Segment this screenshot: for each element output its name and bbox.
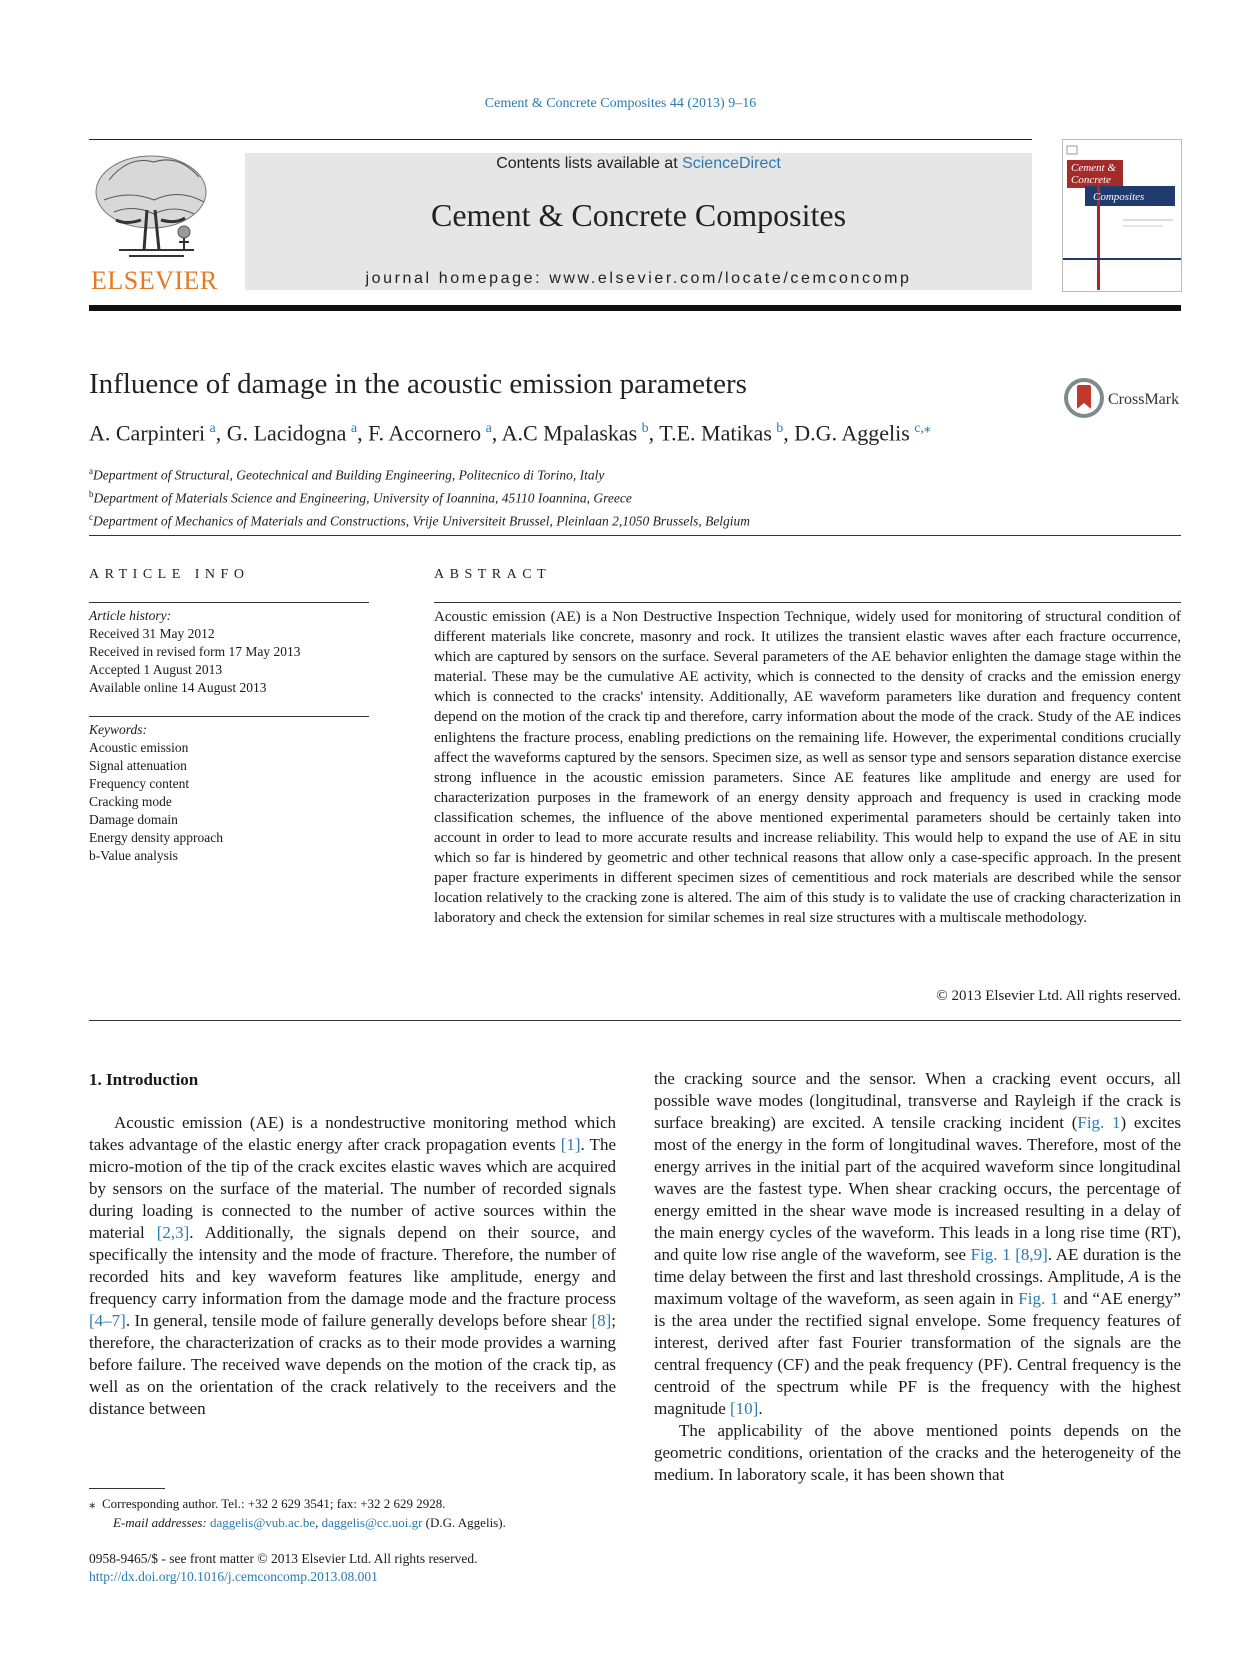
author-name[interactable]: T.E. Matikas [659,420,772,446]
affiliation-text: Department of Materials Science and Engineering, University of Ioannina, 45110 Ioannina, Greece [93,490,632,506]
crossmark-icon [1062,375,1182,421]
issn-line: 0958-9465/$ - see front matter © 2013 Elsevier Ltd. All rights reserved. [89,1551,478,1566]
author-separator: , [215,420,227,446]
section-rule [89,535,1181,536]
author-affiliation-marker[interactable]: a [485,421,492,436]
affiliation-key: c [89,512,93,522]
author-affiliation-marker[interactable]: a [209,421,216,436]
keyword-item: Acoustic emission [89,740,189,755]
author-name[interactable]: F. Accornero [368,420,482,446]
abstract-text: Acoustic emission (AE) is a Non Destructive Inspection Technique, widely used for monitoring of structural condition of different materials like concrete, masonry and rock. It utilizes the transient elastic waves after each fracture occurrence, which are captured by sensors on the surface. Several parameters of the AE behavior enlighten the damage stage within the material. These may be the cumulative AE activity, which is connected to the density of cracks and the emission energy which is connected to the cracks' intensity. Additionally, AE waveform parameters like duration and frequency content depend on the motion of the crack tip and therefore, carry information about the mode of the crack. Study of the AE indices enlightens the fracture process, enabling predictions on the remaining life. However, the experimental conditions crucially affect the waveforms captured by the sensors. Specimen size, as well as sensor type and sensors separation distance exercise strong influence in the acoustic emission parameters. Since AE features like amplitude and energy are used for characterization purposes in the framework of an energy density approach and frequency is used in cracking mode classification schemes, the influence of the above mentioned experimental parameters should be certainly taken into account in order to lead to more accurate results and increase reliability. This would help to expand the use of AE in situ which so far is hindered by geometric and other technical reasons that allow only a case-specific approach. In the present paper fracture experiments in different specimen sizes of cementitious and rock materials are described while the sensor location relatively to the cracking zone is altered. The aim of this study is to validate the use of cracking characterization in laboratory and check the extension for similar schemes in real size structures with a multiscale methodology. [434,609,1181,927]
citation-link[interactable]: [8,9] [1015,1245,1048,1264]
intro-paragraph [654,1068,1181,1420]
article-title: Influence of damage in the acoustic emission parameters [89,368,747,400]
publisher-name: ELSEVIER [91,266,218,295]
history-item: Received 31 May 2012 [89,626,215,641]
body-text: ; therefore, the characterization of cracks as to their mode provides a warning before failure. The received wave depends on the motion of the crack tip, as well as on the orientation of the crack relatively to the receivers and the distance between [89,1311,616,1418]
keywords-label: Keywords: [89,722,147,737]
affiliation-text: Department of Mechanics of Materials and Constructions, Vrije Universiteit Brussel, Pleinlaan 2,1050 Brussels, Belgium [93,513,751,529]
author-separator: , [357,420,369,446]
author-affiliation-marker[interactable]: c,⁎ [914,421,931,436]
author-affiliation-marker[interactable]: b [776,421,784,436]
cover-title-line-1: Cement & [1071,162,1116,174]
body-text: A [1128,1267,1140,1286]
body-text: the cracking source and the sensor. When a cracking event occurs, all possible wave modes (longitudinal, transverse and Rayleigh if the crack is surface breaking) are excited. A tensile cracking incident ( [654,1069,1181,1132]
body-text: . AE duration is the time delay between the first and last threshold crossings. Amplitude, [654,1245,1181,1286]
doi-link[interactable]: http://dx.doi.org/10.1016/j.cemconcomp.2013.08.001 [89,1569,378,1584]
citation-link[interactable]: [1] [560,1135,581,1154]
sciencedirect-link[interactable]: ScienceDirect [682,155,781,172]
article-info-rule [89,602,369,603]
citation-link[interactable]: [8] [591,1311,612,1330]
abstract-rule [434,602,1181,603]
contents-prefix: Contents lists available at [496,155,683,172]
citation-link[interactable]: [4–7] [89,1311,126,1330]
email-link-uoi[interactable]: daggelis@cc.uoi.gr [321,1515,423,1530]
affiliations [89,462,750,531]
author-name[interactable]: A.C Mpalaskas [501,420,638,446]
intro-paragraph: The applicability of the above mentioned points depends on the geometric conditions, orientation of the cracks and the heterogeneity of the medium. In laboratory scale, it has been shown that [654,1421,1181,1484]
body-text: . The micro-motion of the tip of the crack excites elastic waves which are acquired by sensors on the surface of the material. The number of recorded signals during loading is connected to the number of active sources within the material [89,1135,616,1242]
affiliation-key: b [89,489,94,499]
history-item: Received in revised form 17 May 2013 [89,644,301,659]
keyword-item: Energy density approach [89,830,223,845]
body-text: . In general, tensile mode of failure generally develops before shear [125,1311,592,1330]
body-text: . [758,1399,763,1418]
article-history [89,607,300,697]
affiliation-key: a [89,466,93,476]
citation-link[interactable]: Fig. 1 [1018,1289,1059,1308]
body-text: Acoustic emission (AE) is a nondestructive monitoring method which takes advantage of the elastic energy after crack propagation events [89,1113,616,1154]
author-list [89,420,931,446]
body-text: . Additionally, the signals depend on their source, and specifically the intensity and the mode of fracture. Therefore, the number of recorded hits and key waveform features like amplitude, energy and frequency carry information from the damage mode and the fracture process [89,1223,616,1308]
body-text: is the maximum voltage of the waveform, as seen again in [654,1267,1182,1308]
citation-link[interactable]: Fig. 1 [970,1245,1011,1264]
crossmark-button[interactable] [1062,375,1182,421]
keyword-item: b-Value analysis [89,848,178,863]
affiliation-item [89,462,750,485]
keyword-item: Frequency content [89,776,190,791]
keyword-item: Signal attenuation [89,758,187,773]
keyword-item: Cracking mode [89,794,172,809]
contents-line [245,153,1032,175]
intro-right-column [654,1068,1181,1486]
elsevier-tree-icon [89,150,219,265]
abstract-heading: ABSTRACT [434,567,552,582]
email-separator: , [315,1515,322,1530]
header-rule [89,139,1032,140]
journal-reference[interactable]: Cement & Concrete Composites 44 (2013) 9–16 [484,96,757,111]
affiliation-text: Department of Structural, Geotechnical and Building Engineering, Politecnico di Torino, Italy [93,467,605,483]
header-thick-rule [89,305,1181,311]
footnote-line [89,1494,506,1513]
citation-link[interactable]: Fig. 1 [1077,1113,1121,1132]
citation-link[interactable]: [10] [730,1399,759,1418]
intro-left-column [89,1112,616,1420]
author-affiliation-marker[interactable]: b [641,421,649,436]
body-text: and “AE energy” is the area under the rectified signal envelope. Some frequency features of interest, derived after fast Fourier transformation of the signals are the central frequency (CF) and the peak frequency (PF). Central frequency is the centroid of the spectrum while PF is the frequency with the highest magnitude [654,1289,1181,1418]
abstract-copyright: © 2013 Elsevier Ltd. All rights reserved. [936,988,1181,1004]
affiliation-item [89,508,750,531]
journal-name: Cement & Concrete Composites [430,197,847,233]
affiliation-item [89,485,750,508]
cover-title-line-3: Composites [1093,191,1145,203]
body-text: ) excites most of the energy in the form of longitudinal waves. Therefore, most of the energy arrives in the initial part of the acquired waveform since longitudinal waves are the fastest type. When shear cracking occurs, the percentage of energy emitted in the shear wave mode is increased resulting in a delay of the main energy cycles of the waveform. This leads in a long rise time (RT), and quite low rise angle of the waveform, see [654,1113,1182,1264]
cover-title-line-2: Concrete [1071,174,1111,186]
author-separator: , [783,420,795,446]
crossmark-label: CrossMark [1108,391,1180,408]
author-name[interactable]: G. Lacidogna [226,420,347,446]
keywords [89,721,223,865]
footnote-contact: Corresponding author. Tel.: +32 2 629 3541; fax: +32 2 629 2928. [102,1496,446,1511]
author-affiliation-marker[interactable]: a [350,421,358,436]
keyword-item: Damage domain [89,812,178,827]
email-label: E-mail addresses: [113,1515,211,1530]
history-label: Article history: [89,608,172,623]
author-separator: , [648,420,660,446]
bottom-matter [89,1550,478,1586]
elsevier-logo [89,150,219,295]
article-info-heading: ARTICLE INFO [89,567,250,582]
journal-homepage[interactable]: journal homepage: www.elsevier.com/locate/cemconcomp [365,270,912,287]
cover-image [1063,140,1181,291]
email-link-vub[interactable]: daggelis@vub.ac.be [210,1515,316,1530]
author-separator: , [491,420,502,446]
footnote-email-line [89,1513,506,1532]
author-name[interactable]: A. Carpinteri [89,420,206,446]
history-item: Accepted 1 August 2013 [89,662,223,677]
section-rule [89,1020,1181,1021]
corresponding-author-footnote [89,1494,506,1532]
footnote-marker: ⁎ [89,1496,96,1511]
introduction-heading: 1. Introduction [89,1070,199,1089]
email-suffix: (D.G. Aggelis). [422,1515,506,1530]
author-name[interactable]: D.G. Aggelis [794,420,910,446]
citation-link[interactable]: [2,3] [156,1223,190,1242]
journal-cover [1062,139,1182,292]
keywords-rule [89,716,369,717]
history-item: Available online 14 August 2013 [89,680,267,695]
journal-banner [245,153,1032,290]
footnote-rule [89,1488,165,1489]
